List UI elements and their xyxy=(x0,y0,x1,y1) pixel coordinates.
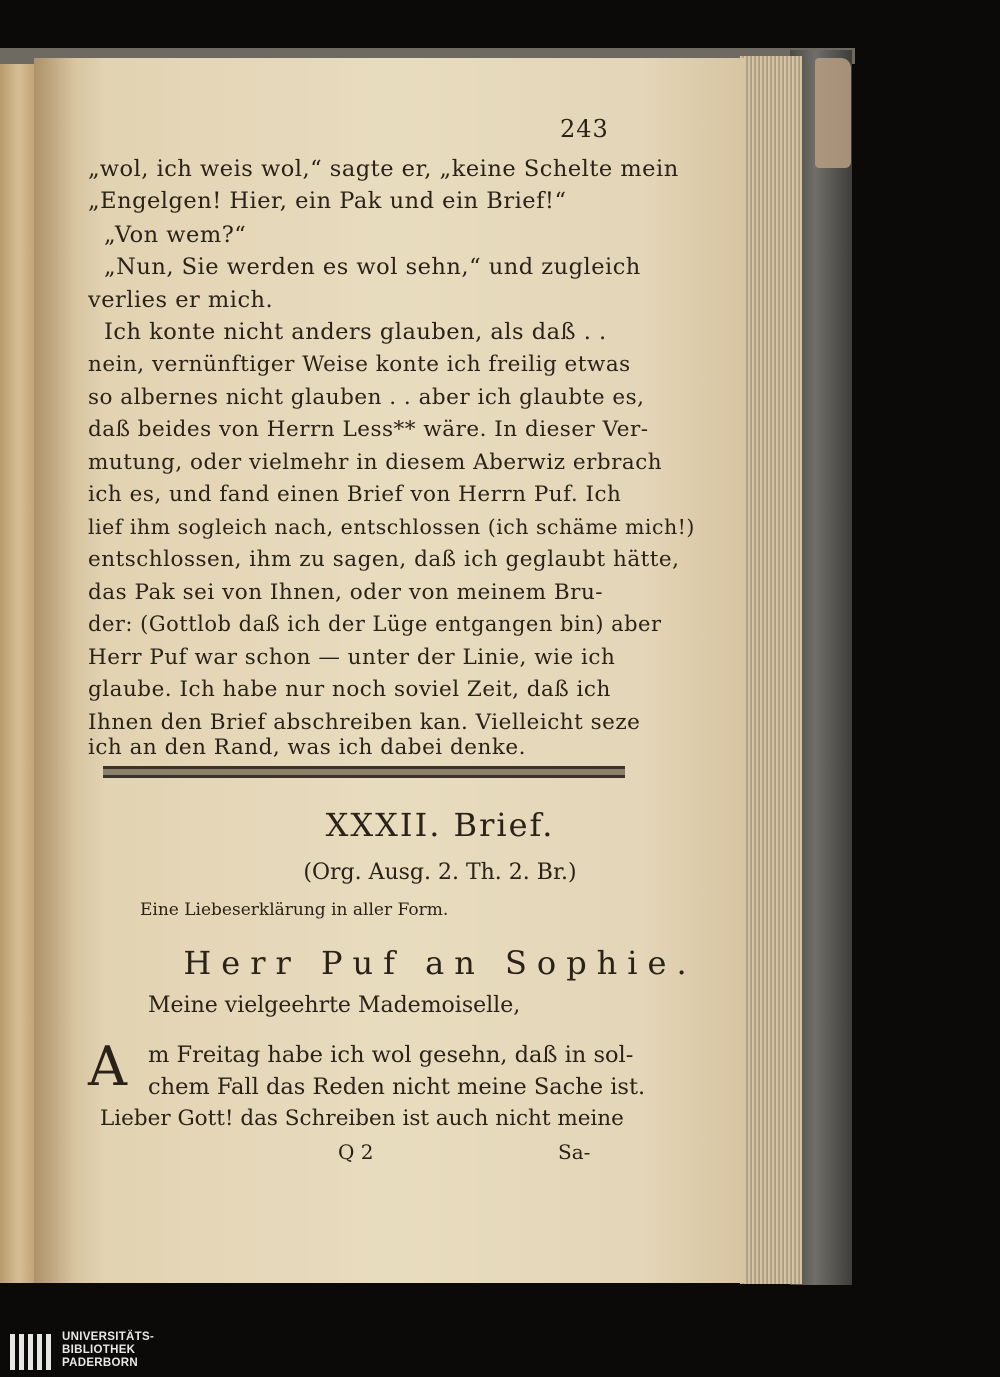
text-line: „Von wem?“ xyxy=(104,222,247,248)
signature-mark: Q 2 xyxy=(338,1140,374,1164)
original-edition-reference: (Org. Ausg. 2. Th. 2. Br.) xyxy=(303,860,577,885)
text-line: chem Fall das Reden nicht meine Sache ist. xyxy=(148,1074,646,1100)
text-line: mutung, oder vielmehr in diesem Aberwiz erbrach xyxy=(88,450,663,475)
text-line: entschlossen, ihm zu sagen, daß ich geglaubt hätte, xyxy=(88,547,680,572)
text-line: nein, vernünftiger Weise konte ich freilig etwas xyxy=(88,352,631,377)
page-number: 243 xyxy=(560,115,609,143)
text-line: ich an den Rand, was ich dabei denke. xyxy=(88,735,526,760)
text-line: Herr Puf war schon — unter der Linie, wie ich xyxy=(88,645,616,670)
library-logo-icon xyxy=(10,1334,55,1374)
catchword: Sa- xyxy=(558,1140,591,1164)
text-line: Ihnen den Brief abschreiben kan. Vielleicht seze xyxy=(88,710,641,735)
letter-address: Herr Puf an Sophie. xyxy=(183,944,697,982)
text-line: so albernes nicht glauben . . aber ich glaubte es, xyxy=(88,385,645,410)
logo-line: PADERBORN xyxy=(62,1357,138,1369)
text-line: „wol, ich weis wol,“ sagte er, „keine Schelte mein xyxy=(88,156,679,182)
text-line: daß beides von Herrn Less** wäre. In dieser Ver- xyxy=(88,417,649,442)
text-line: verlies er mich. xyxy=(88,287,274,313)
logo-line: BIBLIOTHEK xyxy=(62,1344,136,1356)
text-line: Lieber Gott! das Schreiben ist auch nicht meine xyxy=(100,1106,624,1131)
text-line: ich es, und fand einen Brief von Herrn Puf. Ich xyxy=(88,482,622,507)
text-line: das Pak sei von Ihnen, oder von meinem Bru- xyxy=(88,580,604,605)
letter-heading: XXXII. Brief. xyxy=(325,806,555,844)
text-line: „Engelgen! Hier, ein Pak und ein Brief!“ xyxy=(88,188,567,214)
text-line: „Nun, Sie werden es wol sehn,“ und zugleich xyxy=(104,254,641,280)
drop-initial: A xyxy=(88,1035,127,1098)
section-divider xyxy=(103,766,625,778)
letter-subtitle: Eine Liebeserklärung in aller Form. xyxy=(140,900,449,920)
text-line: der: (Gottlob daß ich der Lüge entgangen bin) aber xyxy=(88,612,662,636)
text-line: Ich konte nicht anders glauben, als daß . . xyxy=(104,319,607,345)
text-line: m Freitag habe ich wol gesehn, daß in sol- xyxy=(148,1042,634,1068)
text-line: glaube. Ich habe nur noch soviel Zeit, daß ich xyxy=(88,677,611,702)
library-logo-text xyxy=(62,1331,154,1370)
logo-line: UNIVERSITÄTS- xyxy=(62,1331,155,1343)
text-line: lief ihm sogleich nach, entschlossen (ich schäme mich!) xyxy=(88,515,695,539)
salutation: Meine vielgeehrte Mademoiselle, xyxy=(148,993,521,1018)
